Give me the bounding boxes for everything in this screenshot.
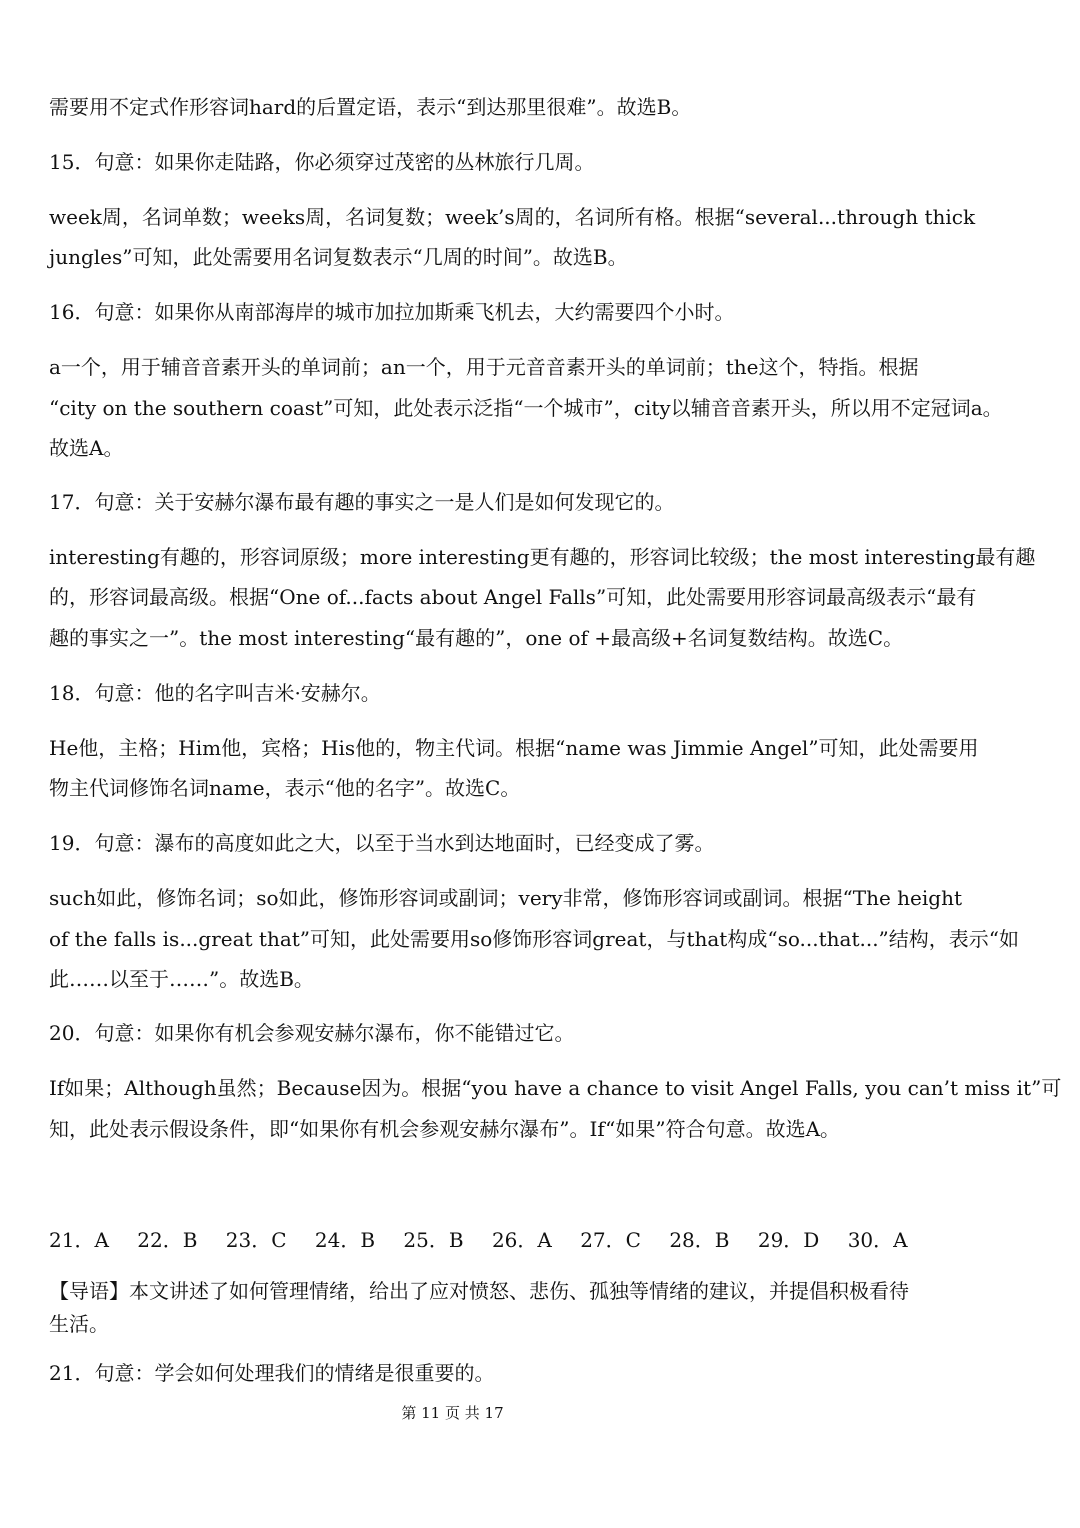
answer-item: 21．A [49, 1228, 109, 1252]
answer-key [49, 1225, 930, 1255]
page-footer: 第 11 页 共 17 [401, 1404, 504, 1422]
text-line: He他，主格；Him他，宾格；His他的，物主代词。根据“name was Jimmie Angel”可知，此处需要用 [49, 736, 979, 760]
text-line: of the falls is...great that”可知，此处需要用so修饰形容词great，与that构成“so...that...”结构，表示“如 [49, 927, 1019, 951]
text-line: “city on the southern coast”可知，此处表示泛指“一个城市”，city以辅音音素开头，所以用不定冠词a。 [49, 396, 1003, 420]
question-line: 21．句意：学会如何处理我们的情绪是很重要的。 [49, 1361, 495, 1385]
answer-item: 23．C [225, 1228, 287, 1252]
text-line: 知，此处表示假设条件，即“如果你有机会参观安赫尔瀑布”。If“如果”符合句意。故选A。 [49, 1117, 841, 1141]
text-line: If如果；Although虽然；Because因为。根据“you have a chance to visit Angel Falls, you can’t miss it”可 [49, 1076, 1062, 1100]
text-line: interesting有趣的，形容词原级；more interesting更有趣的，形容词比较级；the most interesting最有趣 [49, 545, 1036, 569]
question-line: 16．句意：如果你从南部海岸的城市加拉加斯乘飞机去，大约需要四个小时。 [49, 300, 735, 324]
intro-line: 生活。 [49, 1312, 109, 1336]
answer-item: 25．B [403, 1228, 464, 1252]
text-line: 需要用不定式作形容词hard的后置定语，表示“到达那里很难”。故选B。 [49, 95, 692, 119]
answer-item: 26．A [491, 1228, 552, 1252]
answer-item: 28．B [669, 1228, 730, 1252]
question-line: 19．句意：瀑布的高度如此之大，以至于当水到达地面时，已经变成了雾。 [49, 831, 715, 855]
text-line: 故选A。 [49, 436, 124, 460]
question-line: 17．句意：关于安赫尔瀑布最有趣的事实之一是人们是如何发现它的。 [49, 490, 675, 514]
answer-item: 27．C [580, 1228, 641, 1252]
text-line: 此……以至于……”。故选B。 [49, 967, 314, 991]
text-line: a一个，用于辅音音素开头的单词前；an一个，用于元音音素开头的单词前；the这个，特指。根据 [49, 355, 919, 379]
intro-line: 【导语】本文讲述了如何管理情绪，给出了应对愤怒、悲伤、孤独等情绪的建议，并提倡积极看待 [49, 1279, 909, 1303]
question-line: 18．句意：他的名字叫吉米·安赫尔。 [49, 681, 381, 705]
text-line: 物主代词修饰名词name，表示“他的名字”。故选C。 [49, 776, 521, 800]
text-line: week周，名词单数；weeks周，名词复数；week’s周的，名词所有格。根据“several...through thick [49, 205, 976, 229]
text-line: 趣的事实之一”。the most interesting“最有趣的”，one of +最高级+名词复数结构。故选C。 [49, 626, 904, 650]
question-line: 20．句意：如果你有机会参观安赫尔瀑布，你不能错过它。 [49, 1021, 575, 1045]
answer-item: 30．A [847, 1228, 908, 1252]
text-line: 的，形容词最高级。根据“One of...facts about Angel Falls”可知，此处需要用形容词最高级表示“最有 [49, 585, 977, 609]
text-line: jungles”可知，此处需要用名词复数表示“几周的时间”。故选B。 [49, 245, 628, 269]
text-line: such如此，修饰名词；so如此，修饰形容词或副词；very非常，修饰形容词或副词。根据“The height [49, 886, 962, 910]
answer-item: 29．D [757, 1228, 820, 1252]
question-line: 15．句意：如果你走陆路，你必须穿过茂密的丛林旅行几周。 [49, 150, 595, 174]
answer-item: 24．B [314, 1228, 376, 1252]
answer-item: 22．B [137, 1228, 198, 1252]
